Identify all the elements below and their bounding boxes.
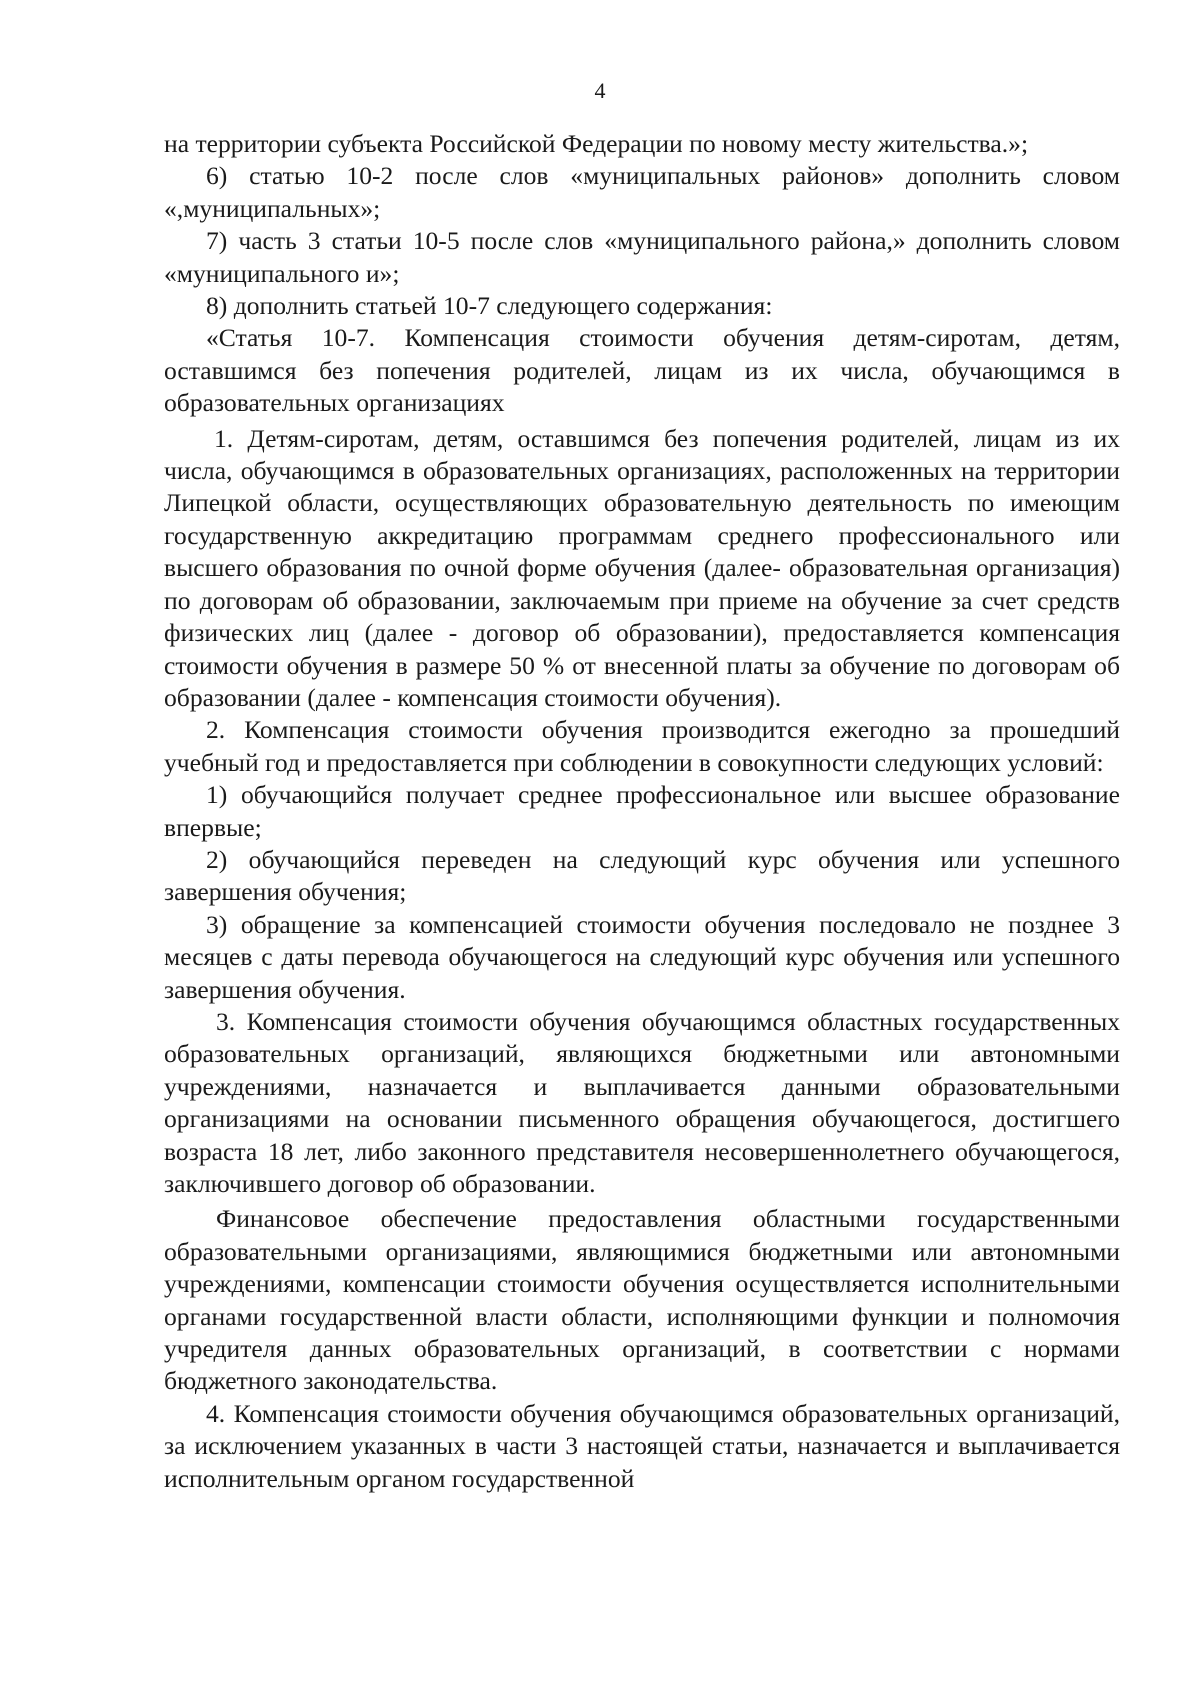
condition-1: 1) обучающийся получает среднее профессиональное или высшее образование впервые;: [164, 780, 1120, 842]
paragraph-item-6: 6) статью 10-2 после слов «муниципальных районов» дополнить словом «,муниципальных»;: [164, 161, 1120, 223]
document-body: [164, 128, 1120, 1495]
paragraph-continuation: на территории субъекта Российской Федерации по новому месту жительства.»;: [164, 129, 1029, 158]
condition-2: 2) обучающийся переведен на следующий курс обучения или успешного завершения обучения;: [164, 844, 1120, 907]
article-part-2: 2. Компенсация стоимости обучения производится ежегодно за прошедший учебный год и предоставляется при соблюдении в совокупности следующих условий:: [164, 715, 1120, 777]
article-part-4: 4. Компенсация стоимости обучения обучающимся образовательных организаций, за исключением указанных в части 3 настоящей статьи, назначается и выплачивается исполнительным органом государственной: [164, 1398, 1120, 1493]
paragraph-item-7: 7) часть 3 статьи 10-5 после слов «муниципального района,» дополнить словом «муниципального и»;: [164, 226, 1120, 288]
financing-paragraph: Финансовое обеспечение предоставления областными государственными образовательными организациями, являющимися бюджетными или автономными учреждениями, компенсации стоимости обучения осуществляется исполнительными органами государственной власти области, исполняющими функции и полномочия учредителя данных образовательных организаций, в соответствии с нормами бюджетного законодательства.: [164, 1204, 1120, 1396]
article-part-1: 1. Детям-сиротам, детям, оставшимся без попечения родителей, лицам из их числа, обучающимся в образовательных организациях, расположенных на территории Липецкой области, осуществляющих образовательную деятельность по имеющим государственную аккредитацию программам среднего профессионального или высшего образования по очной форме обучения (далее- образовательная организация) по договорам об образовании, заключаемым при приеме на обучение за счет средств физических лиц (далее - договор об образовании), предоставляется компенсация стоимости обучения в размере 50 % от внесенной платы за обучение по договорам об образовании (далее - компенсация стоимости обучения).: [164, 423, 1120, 712]
article-heading: «Статья 10-7. Компенсация стоимости обучения детям-сиротам, детям, оставшимся без попечения родителей, лицам из их числа, обучающимся в образовательных организациях: [164, 323, 1120, 418]
article-part-3: 3. Компенсация стоимости обучения обучающимся областных государственных образовательных организаций, являющихся бюджетными или автономными учреждениями, назначается и выплачивается данными образовательными организациями на основании письменного обращения обучающегося, достигшего возраста 18 лет, либо законного представителя несовершеннолетнего обучающегося, заключившего договор об образовании.: [164, 1006, 1120, 1198]
paragraph-item-8: 8) дополнить статьей 10-7 следующего содержания:: [206, 291, 773, 321]
condition-3: 3) обращение за компенсацией стоимости обучения последовало не позднее 3 месяцев с даты перевода обучающегося на следующий курс обучения или успешного завершения обучения.: [164, 909, 1120, 1004]
page-number: 4: [594, 78, 606, 103]
